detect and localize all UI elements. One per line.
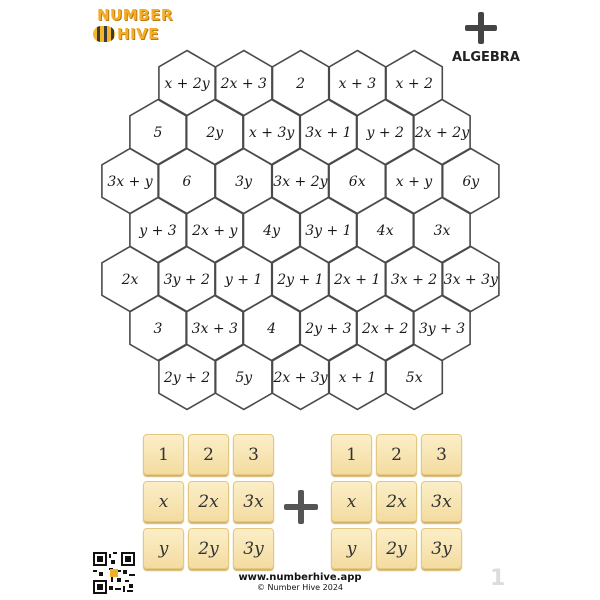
hex-expression: 4y <box>263 223 281 239</box>
logo-text-line1: NUMBER <box>97 6 173 24</box>
hex-expression: 2x + 3y <box>273 370 328 386</box>
right-tile[interactable]: 2 <box>376 434 417 475</box>
left-tile[interactable]: 2y <box>188 528 229 569</box>
website-link[interactable]: www.numberhive.app <box>238 572 362 583</box>
hex-expression: x + 1 <box>338 370 377 386</box>
hex-expression: 5y <box>235 370 253 386</box>
hex-expression: 3y + 2 <box>163 272 210 288</box>
hex-expression: 6 <box>182 174 192 190</box>
hex-expression: 6x <box>348 174 366 190</box>
hex-expression: x + 2 <box>395 76 433 92</box>
hex-expression: 4x <box>376 223 394 239</box>
hex-expression: 3x + y <box>107 174 153 190</box>
hex-expression: 5x <box>405 370 423 386</box>
left-tile[interactable]: x <box>143 481 184 522</box>
hex-expression: 3x <box>433 223 451 239</box>
right-tile[interactable]: 3x <box>421 481 462 522</box>
hex-expression: x + y <box>395 174 433 190</box>
hex-expression: 3x + 2 <box>390 272 438 288</box>
hex-expression: 5 <box>153 125 163 141</box>
right-tile[interactable]: 3y <box>421 528 462 569</box>
hex-expression: 3x + 2y <box>273 174 328 190</box>
hex-expression: 3y + 3 <box>418 321 466 337</box>
hex-expression: 3x + 3y <box>443 272 498 288</box>
hex-expression: 2x + y <box>192 223 238 239</box>
operation-label: ALGEBRA <box>452 50 520 65</box>
right-tile[interactable]: 2y <box>376 528 417 569</box>
logo-text-line2: HIVE <box>117 25 159 43</box>
hex-expression: y + 2 <box>366 125 404 141</box>
hex-expression: 6y <box>462 174 480 190</box>
page-number: 1 <box>490 566 506 591</box>
plus-icon <box>282 488 320 526</box>
hex-expression: 4 <box>267 321 277 337</box>
hex-expression: 2y <box>206 125 224 141</box>
hex-expression: 3y + 1 <box>305 223 352 239</box>
left-tile[interactable]: 3y <box>233 528 274 569</box>
left-tile[interactable]: 2x <box>188 481 229 522</box>
left-tile[interactable]: 3 <box>233 434 274 475</box>
copyright-text: © Number Hive 2024 <box>256 583 344 592</box>
left-tile[interactable]: y <box>143 528 184 569</box>
hex-expression: 2x + 3 <box>220 76 267 92</box>
hex-expression: y + 1 <box>224 272 263 288</box>
hex-expression: 3x + 1 <box>305 125 352 141</box>
left-tile[interactable]: 3x <box>233 481 274 522</box>
hex-expression: 3 <box>153 321 163 337</box>
hex-expression: x + 3y <box>248 125 295 141</box>
hex-expression: 2y + 1 <box>277 272 324 288</box>
hex-expression: 2x + 2y <box>414 125 470 141</box>
footer <box>180 572 420 592</box>
hex-expression: 2x + 2 <box>362 321 409 337</box>
right-tile[interactable]: 2x <box>376 481 417 522</box>
right-tile[interactable]: x <box>331 481 372 522</box>
hex-expression: 2x <box>121 272 139 288</box>
left-tile[interactable]: 1 <box>143 434 184 475</box>
hex-expression: 2 <box>296 76 306 92</box>
qr-code[interactable] <box>93 552 135 594</box>
hex-expression: y + 3 <box>139 223 177 239</box>
left-tile[interactable]: 2 <box>188 434 229 475</box>
hex-expression: 2y + 3 <box>305 321 352 337</box>
hex-expression: 2x + 1 <box>334 272 381 288</box>
right-tile[interactable]: 3 <box>421 434 462 475</box>
hex-expression: x + 3 <box>338 76 377 92</box>
hex-expression: 2y + 2 <box>163 370 211 386</box>
hex-expression: x + 2y <box>164 76 210 92</box>
hex-expression: 3y <box>235 174 253 190</box>
hex-expression: 3x + 3 <box>191 321 238 337</box>
right-tile[interactable]: 1 <box>331 434 372 475</box>
right-tile[interactable]: y <box>331 528 372 569</box>
